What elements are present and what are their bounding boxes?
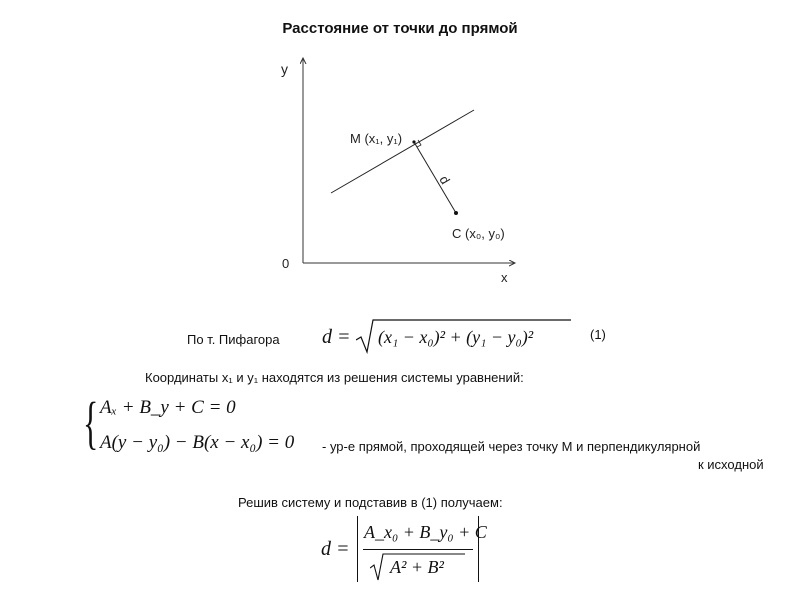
eq2-note-line1: - ур-е прямой, проходящей через точку М и перпендикулярной [322,439,701,454]
system-eq1: Aₓ + B_y + C = 0 [100,397,236,418]
point-m [412,140,415,143]
coordinates-text: Координаты x₁ и y₁ находятся из решения системы уравнений: [145,370,524,385]
result-numerator: A_x₀ + B_y₀ + C [364,522,487,542]
result-intro: Решив систему и подставив в (1) получаем: [238,495,503,510]
fraction-bar [363,549,473,550]
result-denominator: A² + B² [390,557,444,577]
point-m-label: M (x₁, y₁) [350,131,403,146]
segment-d-label: d [436,173,454,187]
eq2-note-line2: к исходной [698,457,764,472]
pythagoras-radicand: (x₁ − x₀)² + (y₁ − y₀)² [378,327,534,347]
slide-title: Расстояние от точки до прямой [282,20,518,37]
main-line [331,110,474,193]
pythagoras-lhs: d = [322,326,351,348]
point-c [454,211,458,215]
abs-bar-left [357,516,358,582]
origin-label: 0 [282,256,290,271]
pythagoras-label: По т. Пифагора [187,332,280,347]
system-brace: { [83,390,99,455]
axis-y-label: y [281,61,288,77]
axis-x-label: x [501,270,508,285]
system-eq2: A(y − y₀) − B(x − x₀) = 0 [100,432,295,453]
result-lhs: d = [321,538,350,560]
point-c-label: C (x₀, y₀) [452,226,505,241]
equation-number: (1) [590,327,606,342]
